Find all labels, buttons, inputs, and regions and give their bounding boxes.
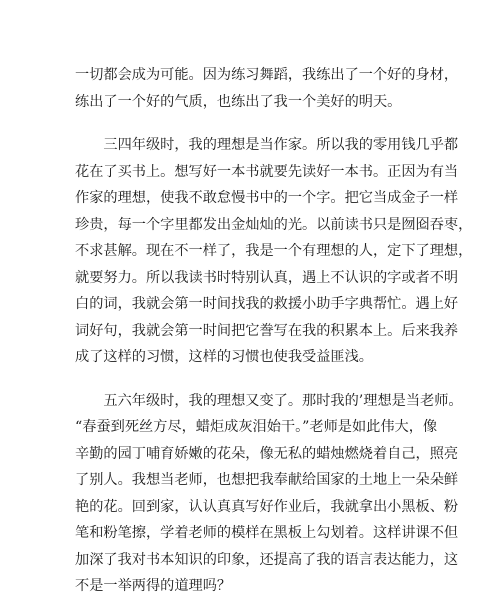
paragraph-1 — [75, 62, 459, 115]
text-line: 不是一举两得的道理吗？ — [75, 578, 232, 594]
paragraph-3 — [75, 388, 463, 600]
text-line: 练出了一个好的气质，也练出了我一个美好的明天。 — [75, 93, 402, 110]
text-line: 珍贵，每一个字里都发出金灿灿的光。以前读书只是囫囵吞枣， — [75, 216, 473, 233]
text-line: 不求甚解。现在不一样了，我是一个有理想的人，定下了理想， — [75, 243, 473, 259]
paragraph-spacer — [75, 371, 425, 388]
text-line: 辛勤的园丁哺育娇嫩的花朵，像无私的蜡烛燃烧着自己，照亮 — [75, 445, 459, 462]
text-line: 了别人。我想当老师，也想把我奉献给国家的土地上一朵朵鲜 — [75, 472, 459, 488]
text-line: “春蚕到死丝方尽，蜡炬成灰泪始干。”老师是如此伟大，像 — [75, 419, 438, 435]
text-line: 作家的理想，使我不敢怠慢书中的一个字。把它当成金子一样 — [75, 190, 459, 206]
paragraph-2 — [75, 132, 473, 371]
text-line: 笔和粉笔擦，学着老师的模样在黑板上勾划着。这样讲课不但 — [75, 525, 459, 541]
text-line: 五六年级时，我的理想又变了。那时我的’理想是当老师。 — [75, 392, 463, 409]
paragraph-spacer — [75, 115, 425, 132]
text-line: 就要努力。所以我读书时特别认真，遇上不认识的字或者不明 — [75, 269, 459, 286]
text-line: 成了这样的习惯，这样的习惯也使我受益匪浅。 — [75, 349, 373, 365]
text-line: 白的词，我就会第一时间找我的救援小助手字典帮忙。遇上好 — [75, 296, 459, 312]
text-line: 一切都会成为可能。因为练习舞蹈，我练出了一个好的身材， — [75, 67, 459, 83]
essay-text — [75, 62, 473, 600]
text-line: 词好句，我就会第一时间把它誊写在我的积累本上。后来我养 — [75, 322, 459, 339]
text-line: 三四年级时，我的理想是当作家。所以我的零用钱几乎都 — [75, 137, 459, 153]
text-line: 艳的花。回到家，认认真真写好作业后，我就拿出小黑板、粉 — [75, 498, 459, 515]
text-line: 花在了买书上。想写好一本书就要先读好一本书。正因为有当 — [75, 163, 459, 180]
text-line: 加深了我对书本知识的印象，还提高了我的语言表达能力，这 — [75, 551, 459, 568]
